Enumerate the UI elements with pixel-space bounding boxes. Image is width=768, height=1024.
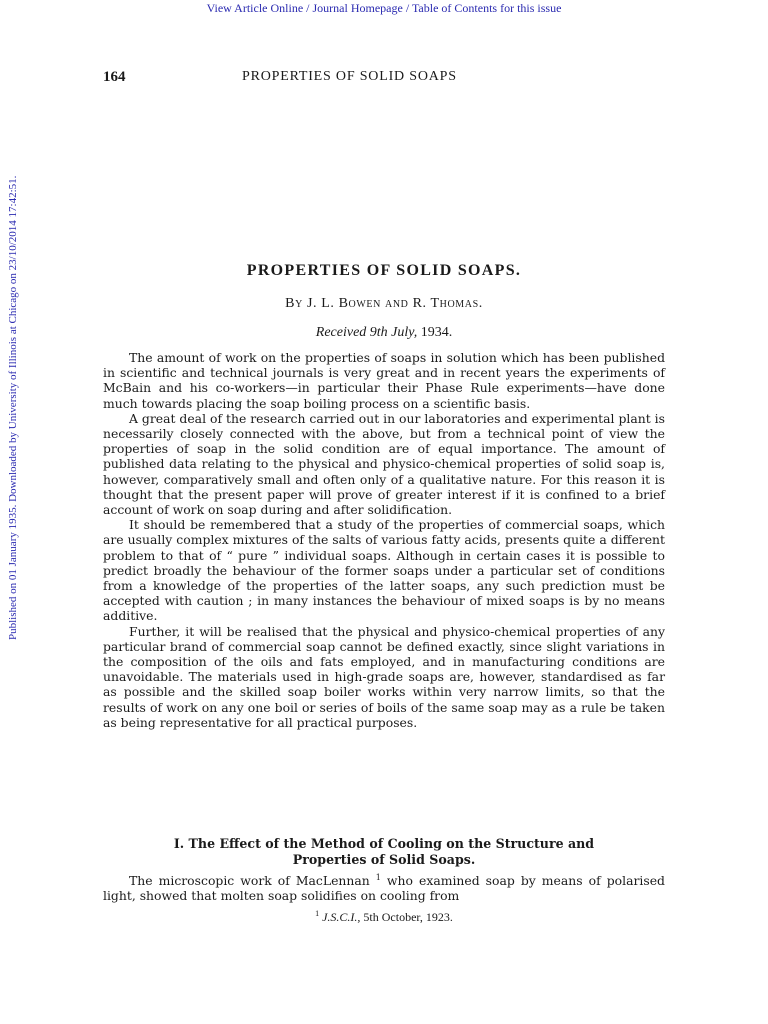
article-title: PROPERTIES OF SOLID SOAPS. (246, 262, 522, 279)
journal-homepage-link[interactable]: Journal Homepage (312, 1, 403, 15)
link-separator: / (402, 1, 412, 15)
received-year: 1934. (417, 325, 453, 340)
section-text: who examined soap by means of polarised light, showed that molten soap solidifies on cooling from (103, 873, 665, 904)
section-paragraph (103, 873, 665, 903)
received-prefix: Received 9th July, (315, 325, 418, 340)
view-article-online-link[interactable]: View Article Online (206, 1, 304, 15)
section-text: The microscopic work of MacLennan (129, 873, 370, 888)
received-date (0, 325, 768, 341)
table-of-contents-link[interactable]: Table of Contents for this issue (411, 1, 562, 15)
footnote-source: J.S.C.I., (322, 910, 361, 924)
publication-download-note: Published on 01 January 1935. Downloaded by University of Illinois at Chicago on 23/10/2014 17:42:51. (7, 175, 19, 640)
section-body (103, 873, 665, 903)
link-separator: / (303, 1, 313, 15)
footnote-mark: 1 (315, 909, 320, 918)
article-body (103, 350, 665, 730)
running-head: PROPERTIES OF SOLID SOAPS (242, 69, 457, 84)
section-heading (103, 836, 665, 867)
body-paragraph: Further, it will be realised that the physical and physico-chemical properties of any particular brand of commercial soap cannot be defined exactly, since slight variations in the composition of the oils and fats employed, and in manufacturing conditions are unavoidable. The materials used in high-grade soaps are, however, standardised as far as possible and the skilled soap boiler works within very narrow limits, so that the results of work on any one boil or series of boils of the same soap may as a rule be taken as being representative for all practical purposes. (103, 623, 665, 730)
page-number: 164 (103, 69, 126, 85)
body-paragraph: The amount of work on the properties of soaps in solution which has been published in scientific and technical journals is very great and in recent years the experiments of McBain and his co-workers—in particular their Phase Rule experiments—have done much towards placing the soap boiling process on a scientific basis. (103, 350, 665, 411)
footnote (0, 910, 768, 925)
section-heading-line: I. The Effect of the Method of Cooling on the Structure and (173, 836, 595, 851)
body-paragraph: A great deal of the research carried out in our laboratories and experimental plant is necessarily closely connected with the above, but from a technical point of view the properties of soap in the solid condition are of equal importance. The amount of published data relating to the physical and physico-chemical properties of solid soap is, however, comparatively small and often only of a qualitative nature. For this reason it is thought that the present paper will prove of greater interest if it is confined to a brief account of work on soap during and after solidification. (103, 410, 665, 518)
body-paragraph: It should be remembered that a study of the properties of commercial soaps, which are usually complex mixtures of the salts of various fatty acids, presents quite a different problem to that of “ pure ” individual soaps. Although in certain cases it is possible to predict broadly the behaviour of the former soaps under a particular set of conditions from a knowledge of the properties of the latter soaps, any such prediction must be accepted with caution ; in many instances the behaviour of mixed soaps is by no means additive. (103, 517, 665, 624)
journal-links-bar (0, 0, 768, 16)
section-heading-line: Properties of Solid Soaps. (292, 851, 476, 867)
footnote-detail: 5th October, 1923. (360, 910, 453, 924)
footnote-reference: 1 (375, 872, 381, 882)
article-byline: By J. L. Bowen and R. Thomas. (285, 296, 483, 311)
